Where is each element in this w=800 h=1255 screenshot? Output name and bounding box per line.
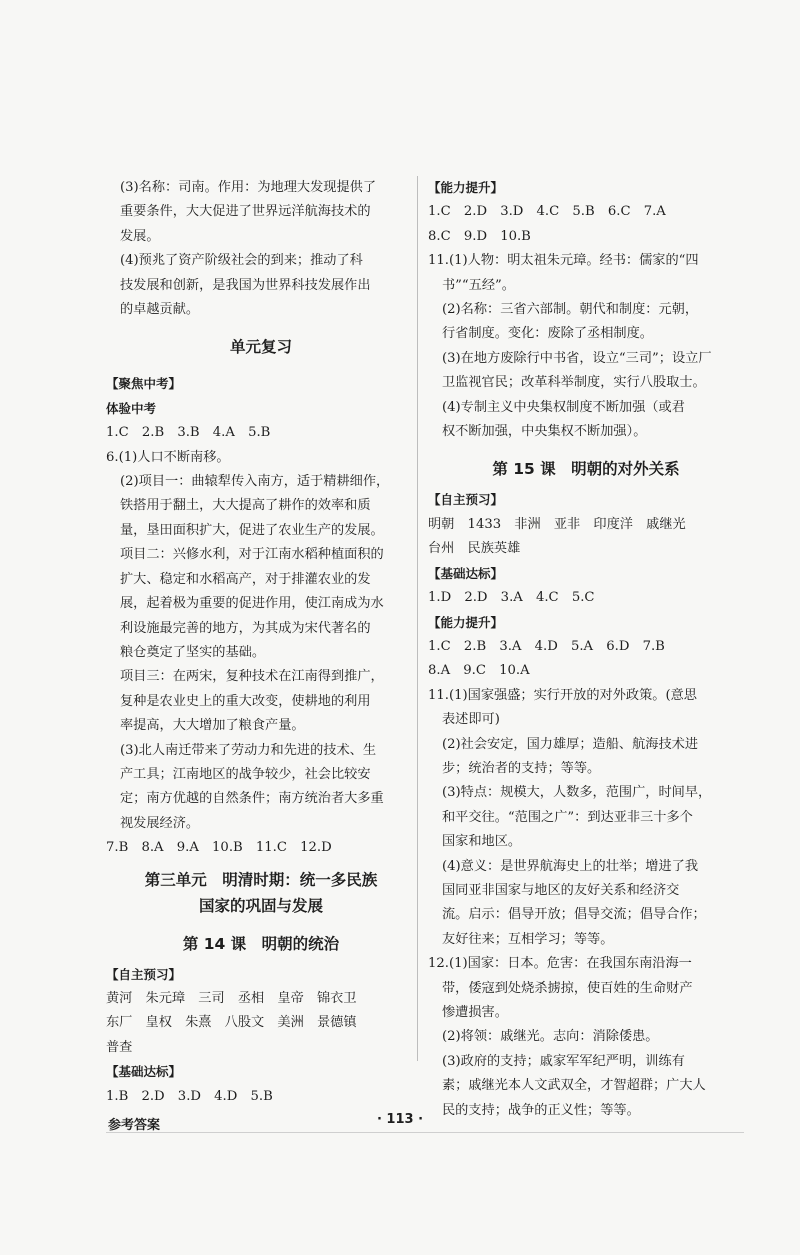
section-header: 【能力提升】 <box>428 614 504 630</box>
answer-line: 铁搭用于翻土，大大提高了耕作的效率和质 <box>120 498 371 514</box>
answer-line: (4)预兆了资产阶级社会的到来；推动了科 <box>120 253 363 269</box>
answer-line: (2)将领：戚继光。志向：消除倭患。 <box>442 1029 659 1045</box>
answer-line: 视发展经济。 <box>120 815 200 831</box>
spacer <box>428 444 744 456</box>
answer-line: (2)名称：三省六部制。朝代和制度：元朝， <box>442 302 699 318</box>
answer-line: 8.A 9.C 10.A <box>428 663 530 679</box>
spacer <box>106 322 416 334</box>
answer-line: 1.C 2.B 3.B 4.A 5.B <box>106 425 271 441</box>
answer-line: (3)在地方废除行中书省，设立“三司”；设立厂 <box>442 350 712 366</box>
section-title: 国家的巩固与发展 <box>198 896 323 915</box>
answer-line: (3)政府的支持；戚家军军纪严明，训练有 <box>442 1053 685 1069</box>
answer-line: 流。启示：倡导开放；倡导交流；倡导合作； <box>442 907 706 923</box>
answer-line: 定；南方优越的自然条件；南方统治者大多重 <box>120 791 384 807</box>
answer-line: 黄河 朱元璋 三司 丞相 皇帝 锦衣卫 <box>106 990 357 1006</box>
answer-line: 项目二：兴修水利，对于江南水稻种植面积的 <box>120 547 384 563</box>
answer-line: 11.(1)人物：明太祖朱元璋。经书：儒家的“四 <box>428 253 699 269</box>
answer-line: 1.C 2.D 3.D 4.C 5.B 6.C 7.A <box>428 204 666 220</box>
section-header: 【基础达标】 <box>428 565 504 581</box>
answer-line: (3)特点：规模大，人数多，范围广，时间早， <box>442 785 712 801</box>
answer-line: 卫监视官民；改革科举制度，实行八股取士。 <box>442 375 706 391</box>
answer-line: 带，倭寇到处烧杀掳掠，使百姓的生命财产 <box>442 980 693 996</box>
section-title: 第 15 课 明朝的对外关系 <box>492 460 680 479</box>
page-number: · 113 · <box>376 1112 424 1127</box>
answer-line: 6.(1)人口不断南移。 <box>106 449 230 465</box>
section-title: 单元复习 <box>229 338 292 357</box>
answer-line: 发展。 <box>120 228 160 244</box>
answer-line: (3)名称：司南。作用：为地理大发现提供了 <box>120 180 377 195</box>
right-column <box>428 176 744 1123</box>
answer-line: (3)北人南迁带来了劳动力和先进的技术、生 <box>120 742 377 758</box>
answer-line: 展，起着极为重要的促进作用，使江南成为水 <box>120 596 384 612</box>
answer-line: 1.D 2.D 3.A 4.C 5.C <box>428 590 595 606</box>
spacer <box>106 360 416 372</box>
answer-line: 利设施最完善的地方，为其成为宋代著名的 <box>120 620 371 636</box>
answer-line: 12.(1)国家：日本。危害：在我国东南沿海一 <box>428 956 692 972</box>
answer-line: 粮仓奠定了坚实的基础。 <box>120 644 266 660</box>
answer-line: 素；戚继光本人文武双全，才智超群；广大人 <box>442 1078 706 1094</box>
answer-line: 行省制度。变化：废除了丞相制度。 <box>442 326 653 342</box>
answer-line: 国同亚非国家与地区的友好关系和经济交 <box>442 882 680 898</box>
section-title: 第 14 课 明朝的统治 <box>182 934 340 953</box>
answer-line: 步；统治者的支持；等等。 <box>442 760 601 776</box>
answer-line: 东厂 皇权 朱熹 八股文 美洲 景德镇 <box>106 1015 357 1031</box>
section-header: 【基础达标】 <box>106 1064 182 1080</box>
answer-line: 普查 <box>106 1039 133 1055</box>
answer-line: 量，垦田面积扩大，促进了农业生产的发展。 <box>120 522 384 538</box>
section-title: 第三单元 明清时期：统一多民族 <box>144 870 378 889</box>
answer-line: 11.(1)国家强盛；实行开放的对外政策。(意思 <box>428 687 697 703</box>
column-divider <box>417 176 418 1061</box>
answer-line: 率提高，大大增加了粮食产量。 <box>120 718 305 734</box>
answer-line: 权不断加强，中央集权不断加强）。 <box>442 424 647 440</box>
answer-line: 惨遭损害。 <box>442 1005 508 1020</box>
answer-line: (4)专制主义中央集权制度不断加强（或君 <box>442 399 685 415</box>
answer-line: 1.B 2.D 3.D 4.D 5.B <box>106 1088 273 1104</box>
left-column <box>106 176 416 1109</box>
answer-line: 7.B 8.A 9.A 10.B 11.C 12.D <box>106 840 332 856</box>
answer-line: 产工具；江南地区的战争较少，社会比较安 <box>120 766 371 782</box>
answer-line: 的卓越贡献。 <box>120 302 200 318</box>
footer-rule <box>106 1132 744 1133</box>
section-header: 【聚焦中考】 <box>106 376 182 392</box>
answer-line: 表述即可) <box>442 712 500 728</box>
footer-label: 参考答案 <box>108 1118 161 1133</box>
answer-line: 重要条件，大大促进了世界远洋航海技术的 <box>120 204 371 220</box>
spacer <box>106 919 416 931</box>
section-header: 【自主预习】 <box>428 492 504 508</box>
answer-line: 明朝 1433 非洲 亚非 印度洋 戚继光 <box>428 516 686 532</box>
answer-line: 技发展和创新，是我国为世界科技发展作出 <box>120 277 371 293</box>
answer-line: (4)意义：是世界航海史上的壮举；增进了我 <box>442 858 699 874</box>
answer-line: 民的支持；战争的正义性；等等。 <box>442 1102 640 1118</box>
answer-line: (2)项目一：曲辕犁传入南方，适于精耕细作， <box>120 474 390 490</box>
answer-line: 和平交往。“范围之广”：到达亚非三十多个 <box>442 809 693 825</box>
section-header: 体验中考 <box>106 400 157 416</box>
answer-line: 项目三：在两宋，复种技术在江南得到推广， <box>120 669 384 685</box>
answer-line: 扩大、稳定和水稻高产，对于排灌农业的发 <box>120 571 371 587</box>
answer-line: 1.C 2.B 3.A 4.D 5.A 6.D 7.B <box>428 638 665 654</box>
answer-line: 8.C 9.D 10.B <box>428 228 531 244</box>
answer-line: 国家和地区。 <box>442 834 522 850</box>
answer-line: (2)社会安定，国力雄厚；造船、航海技术进 <box>442 736 699 752</box>
section-header: 【自主预习】 <box>106 966 182 982</box>
answer-line: 复种是农业史上的重大改变，使耕地的利用 <box>120 693 371 709</box>
section-header: 【能力提升】 <box>428 180 504 195</box>
answer-line: 台州 民族英雄 <box>428 541 521 557</box>
answer-line: 书”“五经”。 <box>442 277 515 293</box>
answer-line: 友好往来；互相学习；等等。 <box>442 931 614 947</box>
